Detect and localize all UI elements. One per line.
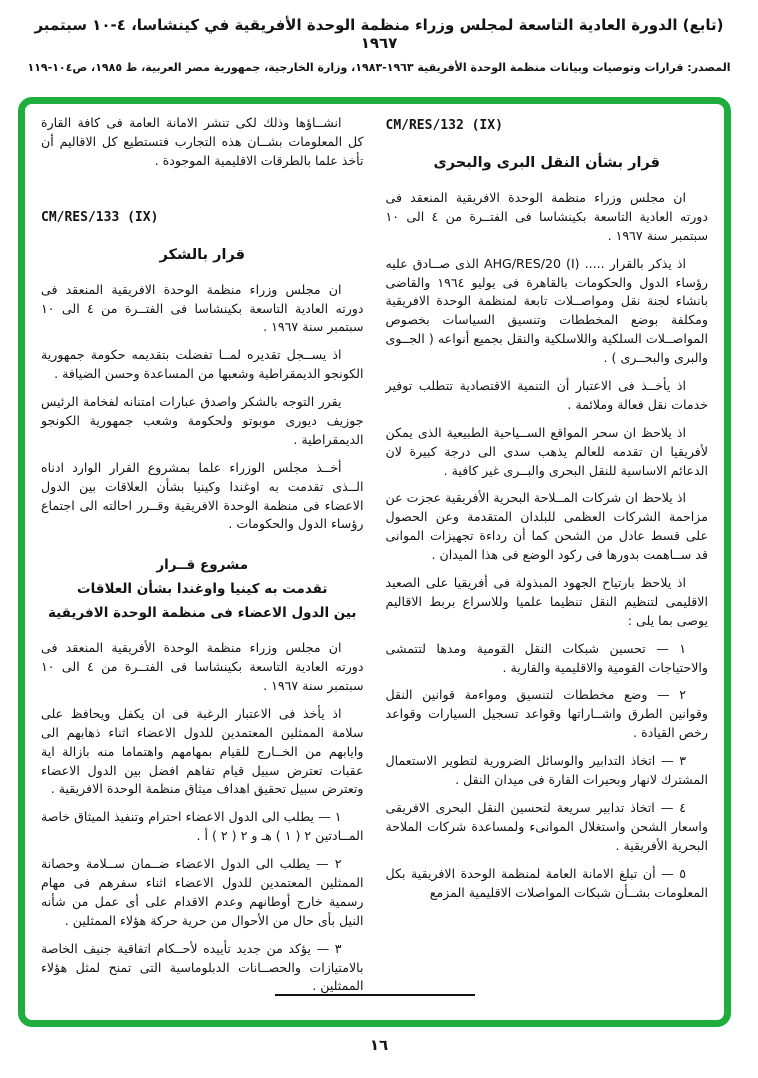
res132-paragraph: اذ يلاحظ ان سحر المواقع الســياحية الطبيعية الذى يمكن لأفريقيا ان تقدمه للعالم يذهب سدى الى درجة كبيرة لان الدعائم الاساسية للنقل البحرى والبــرى غير كافية . xyxy=(385,424,708,478)
res132-list-item-2: ٢ — وضع مخططات لتنسيق ومواءمة قوانين النقل وقوانين الطرق واشــاراتها وقواعد تسجيل السيارات وقواعد رخص القيادة . xyxy=(385,687,708,741)
draft-paragraph: اذ يأخذ فى الاعتبار الرغبة فى ان يكفل ويحافظ على سلامة الممثلين المعتمدين للدول الاعضاء اثناء ذهابهم الى وايابهم من الخــارج للقيام بمهامهم واهتماما منه بازالة اية عقبات تعترض سبيل قيام تفاهم افضل بين الدول الاعضاء وتعترض سبيل تحقيق اهداف ميثاق منظمة الوحدة الافريقية . xyxy=(41,705,364,797)
res133-paragraph: أخــذ مجلس الوزراء علما بمشروع القرار الوارد ادناه الــذى تقدمت به اوغندا وكينيا بشأن العلاقات بين الدول الاعضاء فى منظمة الوحدة الافريقية وقــرر احالته الى اجتماع رؤساء الدول والحكومات . xyxy=(41,459,364,532)
res132-list-item-3: ٣ — اتخاذ التدابير والوسائل الضرورية لتطوير الاستعمال المشترك لانهار وبحيرات القارة فى ميدان النقل . xyxy=(385,753,708,788)
res132-paragraph: ان مجلس وزراء منظمة الوحدة الافريقية المنعقد فى دورته العادية التاسعة بكينشاسا فى الفتــرة من ٤ الى ١٠ سبتمبر سنة ١٩٦٧ . xyxy=(385,190,708,243)
two-column-layout xyxy=(41,114,708,994)
res133-paragraph: ان مجلس وزراء منظمة الوحدة الافريقية المنعقد فى دورته العادية التاسعة بكينشاسا فى الفتــرة من ٤ الى ١٠ سبتمبر سنة ١٩٦٧ . xyxy=(41,281,364,335)
res133-paragraph: يقرر التوجه بالشكر واصدق عبارات امتنانه لفخامة الرئيس جوزيف ديورى موبوتو ولحكومة وشعب جمهورية الكونجو الديمقراطية . xyxy=(41,394,364,447)
res132-paragraph: اذ يلاحظ بارتياح الجهود المبذولة فى أفريقيا على الصعيد الاقليمى لتنظيم النقل تنظيما علميا وللاسراع بربط الاقاليم يوصى بما يلى : xyxy=(385,575,708,628)
column-left-res133 xyxy=(41,114,364,994)
resolution-132-title: قرار بشأن النقل البرى والبحرى xyxy=(433,155,660,171)
draft-title-line-3: بين الدول الاعضاء فى منظمة الوحدة الافريقية xyxy=(47,604,357,621)
resolution-132-code: CM/RES/132 (IX) xyxy=(385,118,503,133)
res132-list-item-4: ٤ — اتخاذ تدابير سريعة لتحسين النقل البحرى الافريقى واسعار الشحن واستغلال الموانىء ولمساعدة شركات الملاحة البحرية الأفريقية . xyxy=(385,799,708,853)
spacer xyxy=(41,180,364,206)
res132-paragraph: اذ يأخــذ فى الاعتبار أن التنمية الاقتصادية تتطلب توفير خدمات نقل فعالة وملائمة . xyxy=(385,378,708,412)
footer-divider-rule xyxy=(275,994,475,996)
draft-list-item-2: ٢ — يطلب الى الدول الاعضاء ضــمان ســلامة وحصانة الممثلين المعتمدين للدول الاعضاء اثناء سفرهم فى مهام رسمية خارج أوطانهم وعدم الاقدام على أى عمل من شأنه النيل بأى حال من الأحوال من حرية حركة هؤلاء الممثلين . xyxy=(41,856,364,928)
session-title: (تابع) الدورة العادية التاسعة لمجلس وزراء منظمة الوحدة الأفريقية في كينشاسا، ٤-١٠ سبتمبر ١٩٦٧ xyxy=(34,16,724,52)
resolution-133-title: قرار بالشكر xyxy=(159,246,245,263)
draft-title-line-1: مشروع قــرار xyxy=(156,557,249,574)
res132-paragraph: اذ يلاحظ ان شركات المــلاحة البحرية الأفريقية عجزت عن مزاحمة الشركات العظمى للبلدان المتقدمة وعن الحصول على قسط عادل من الشحن كما أن رداءة تجهيزات الموانى قد ســاهمت بدورها فى ركود الوضع فى هذا الميدان . xyxy=(385,490,708,563)
draft-resolution-title xyxy=(41,554,364,625)
res132-list-item-5: ٥ — أن تبلغ الامانة العامة لمنظمة الوحدة الافريقية بكل المعلومات بشــأن شبكات المواصلات الاقليمية المزمع xyxy=(385,865,708,900)
content-border-box xyxy=(18,97,731,1027)
res133-paragraph: اذ يســجل تقديره لمــا تفضلت بتقديمه حكومة جمهورية الكونجو الديمقراطية وشعبها من المساعدة وحسن الضيافة . xyxy=(41,347,364,382)
draft-paragraph: ان مجلس وزراء منظمة الوحدة الأفريقية المنعقد فى دورته العادية التاسعة بكينشاسا فى الفتــرة من ٤ الى ١٠ سبتمبر سنة ١٩٦٧ . xyxy=(41,640,364,694)
draft-list-item-3: ٣ — يؤكد من جديد تأييده لأحــكام اتفاقية جنيف الخاصة بالامتيازات والحصــانات الدبلوماسية التى تمنح لمثل هؤلاء الممثلين . xyxy=(41,940,364,994)
resolution-133-code: CM/RES/133 (IX) xyxy=(41,209,159,225)
draft-title-line-2: تقدمت به كينيا واوغندا بشأن العلاقات xyxy=(77,580,328,597)
page-number: ١٦ xyxy=(369,1036,389,1054)
draft-list-item-1: ١ — يطلب الى الدول الاعضاء احترام وتنفيذ الميثاق خاصة المــادتين ٢ ( ١ ) هـ و ٢ ( ٢ ) أ . xyxy=(41,809,364,844)
res132-continuation-paragraph: انشــاؤها وذلك لكى تنشر الامانة العامة فى كافة القارة كل المعلومات بشــان هذه التجارب فتستطيع كل الاقاليم أن تأخذ علما بالطرقات الاقليمية الموجودة . xyxy=(41,115,364,168)
page-header xyxy=(0,16,758,74)
source-line: المصدر: قرارات وتوصيات وبيانات منظمة الوحدة الأفريقية ١٩٦٣-١٩٨٣، وزارة الخارجية، جمهورية مصر العربية، ط ١٩٨٥، ص١٠٤-١١٩ xyxy=(27,61,731,74)
column-right-res132 xyxy=(386,114,709,980)
res132-list-item-1: ١ — تحسين شبكات النقل القومية ومدها لتتمشى والاحتياجات القومية والاقليمية والقارية . xyxy=(385,640,708,675)
res132-paragraph: اذ يذكر بالقرار ..... AHG/RES/20 (I) الذى صــادق عليه رؤساء الدول والحكومات بالقاهرة فى يوليو ١٩٦٤ والقاضى بانشاء لجنة نقل ومواصــلات تابعة لمنظمة الوحدة الافريقية ومكلفة بوضع المخططات وتنسيق السياسات بخصوص المواصــلات السلكية واللاسلكية والنقل بجميع أنواعه ( الجــوى والبرى والبحــرى ) . xyxy=(385,255,708,366)
